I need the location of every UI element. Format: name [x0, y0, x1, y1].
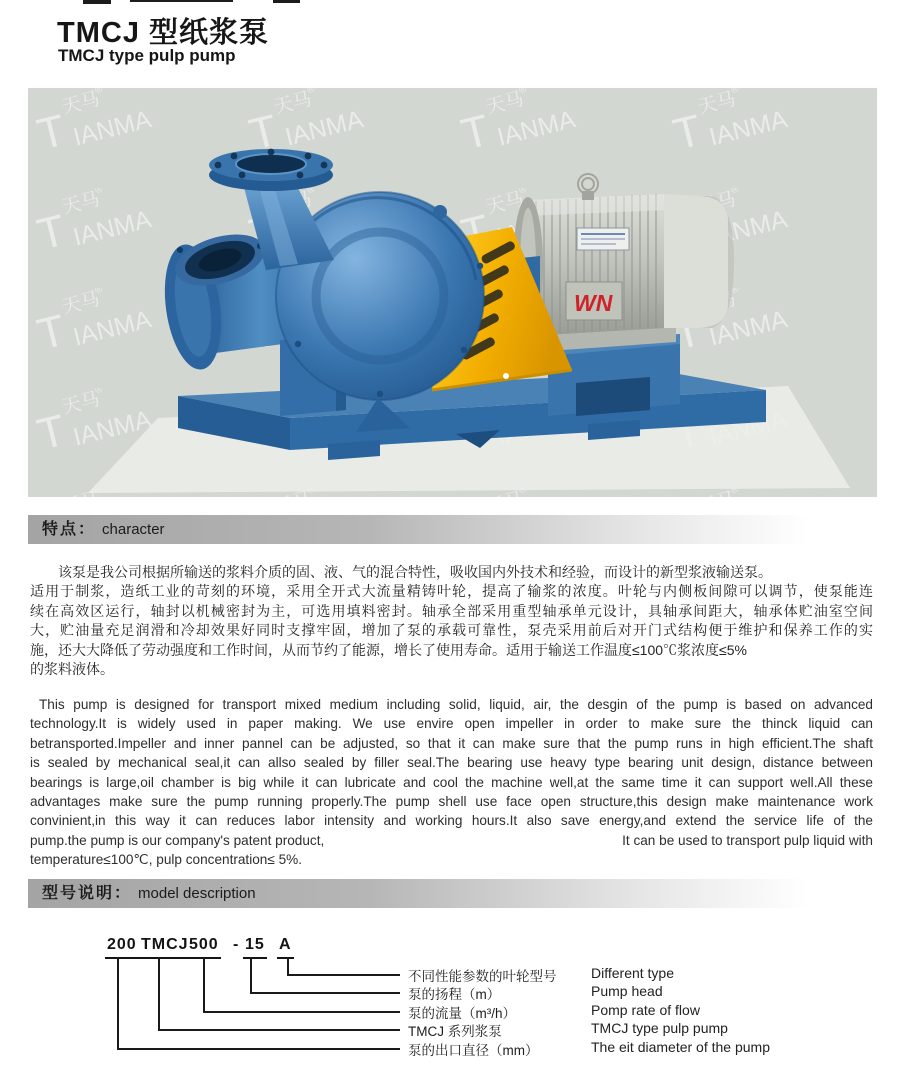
diagram-label-en: Pump head — [591, 983, 663, 999]
diagram-label-zh: TMCJ 系列浆泵 — [408, 1024, 502, 1039]
section-heading-en: character — [102, 521, 165, 538]
section-heading-zh: 特点： — [42, 521, 97, 538]
text-line: 的浆料液体。 — [30, 661, 114, 678]
text-line: convinient,in this way it can reduces labor intensity and working hours.It also save energy,and extend the service life of the — [30, 813, 873, 829]
text-line: betransported.Impeller and inner pannel can be adjusted, so that it can make sure that the pump runs in high efficient.The shaft — [30, 735, 873, 751]
pump-illustration — [28, 88, 877, 497]
model-code-part: - — [233, 936, 240, 953]
scan-artifact — [83, 0, 111, 4]
text-line: This pump is designed for transport mixed medium including solid, liquid, air, the desgin of the pump is based on advanced — [39, 697, 873, 712]
section-heading-zh: 型号说明： — [42, 885, 133, 902]
page-title: TMCJ 型纸浆泵 — [57, 17, 270, 49]
paragraph-en — [30, 695, 873, 870]
diagram-label-en: Different type — [591, 965, 675, 981]
diagram-label-zh: 泵的流量（m³/h） — [408, 1006, 516, 1021]
text-line: temperature≤100℃, pulp concentration≤ 5%. — [30, 852, 303, 868]
scan-artifact — [130, 0, 233, 2]
diagram-label-zh: 泵的扬程（m） — [408, 987, 501, 1002]
model-code-part: A — [277, 936, 294, 959]
text-line: 施，还大大降低了劳动强度和工作时间，从而节约了能源，增长了使用寿命。适用于输送工作温度≤100℃浆浓度≤5% — [30, 641, 747, 658]
text-line: 续在高效区运行，轴封以机械密封为主，可选用填料密封。轴承全部采用重型轴承单元设计，具轴承间距大，轴承体贮油室空间 — [30, 602, 873, 619]
product-photo — [28, 88, 877, 497]
text-line: 大，贮油量充足润滑和冷却效果好同时支撑牢固，增加了泵的承载可靠性，泵壳采用前后对开门式结构便于维护和保养工作的实 — [30, 622, 873, 639]
nameplate — [577, 228, 629, 250]
text-line: bearings is large,oil chamber is big while it can lubricate and cool the machine well,at the same time it can support well.All these — [30, 774, 873, 790]
model-code-diagram — [0, 930, 900, 1080]
text-line — [30, 831, 873, 850]
model-code-part: 500 — [187, 936, 221, 959]
text-line: is sealed by mechanical seal,it can allso sealed by filler seal.The bearing use heavy type bearing unit design, distance between — [30, 755, 873, 771]
section-header-character — [28, 515, 877, 544]
text-line: advantages make sure the pump running properly.The pump shell use face open structure,this design make maintenance work — [30, 794, 873, 810]
discharge-flange — [209, 149, 333, 191]
svg-text:WN: WN — [574, 290, 613, 316]
diagram-label-zh: 泵的出口直径（mm） — [408, 1043, 539, 1058]
diagram-label-en: The eit diameter of the pump — [591, 1039, 770, 1055]
model-code-part: 200 — [105, 936, 139, 959]
text-line-right: It can be used to transport pulp liquid with — [622, 832, 873, 848]
motor-brand-label — [566, 282, 622, 320]
diagram-label-zh: 不同性能参数的叶轮型号 — [408, 969, 557, 984]
model-code-part: 15 — [243, 936, 267, 959]
scan-artifact — [273, 0, 300, 3]
text-line: technology.It is widely used in paper making. We use envire open impeller in order to make sure the thinck liquid can — [30, 716, 873, 732]
paragraph-zh — [30, 563, 873, 679]
diagram-label-en: Pomp rate of flow — [591, 1002, 700, 1018]
text-line-left: pump.the pump is our company's patent product, — [30, 832, 325, 848]
diagram-label-en: TMCJ type pulp pump — [591, 1020, 728, 1036]
diagram-connector — [117, 957, 400, 1050]
section-header-model — [28, 879, 877, 908]
section-heading-en: model description — [138, 885, 256, 902]
text-line: 适用于制浆，造纸工业的苛刻的环境，采用全开式大流量精铸叶轮，提高了输浆的浓度。叶轮与内侧板间隙可以调节，使泵能连 — [30, 583, 873, 600]
model-code-part: TMCJ — [139, 936, 191, 959]
page-subtitle: TMCJ type pulp pump — [58, 46, 236, 65]
text-line: 该泵是我公司根据所输送的浆料介质的固、液、气的混合特性，吸收国内外技术和经验，而设计的新型浆液输送泵。 — [58, 564, 772, 580]
